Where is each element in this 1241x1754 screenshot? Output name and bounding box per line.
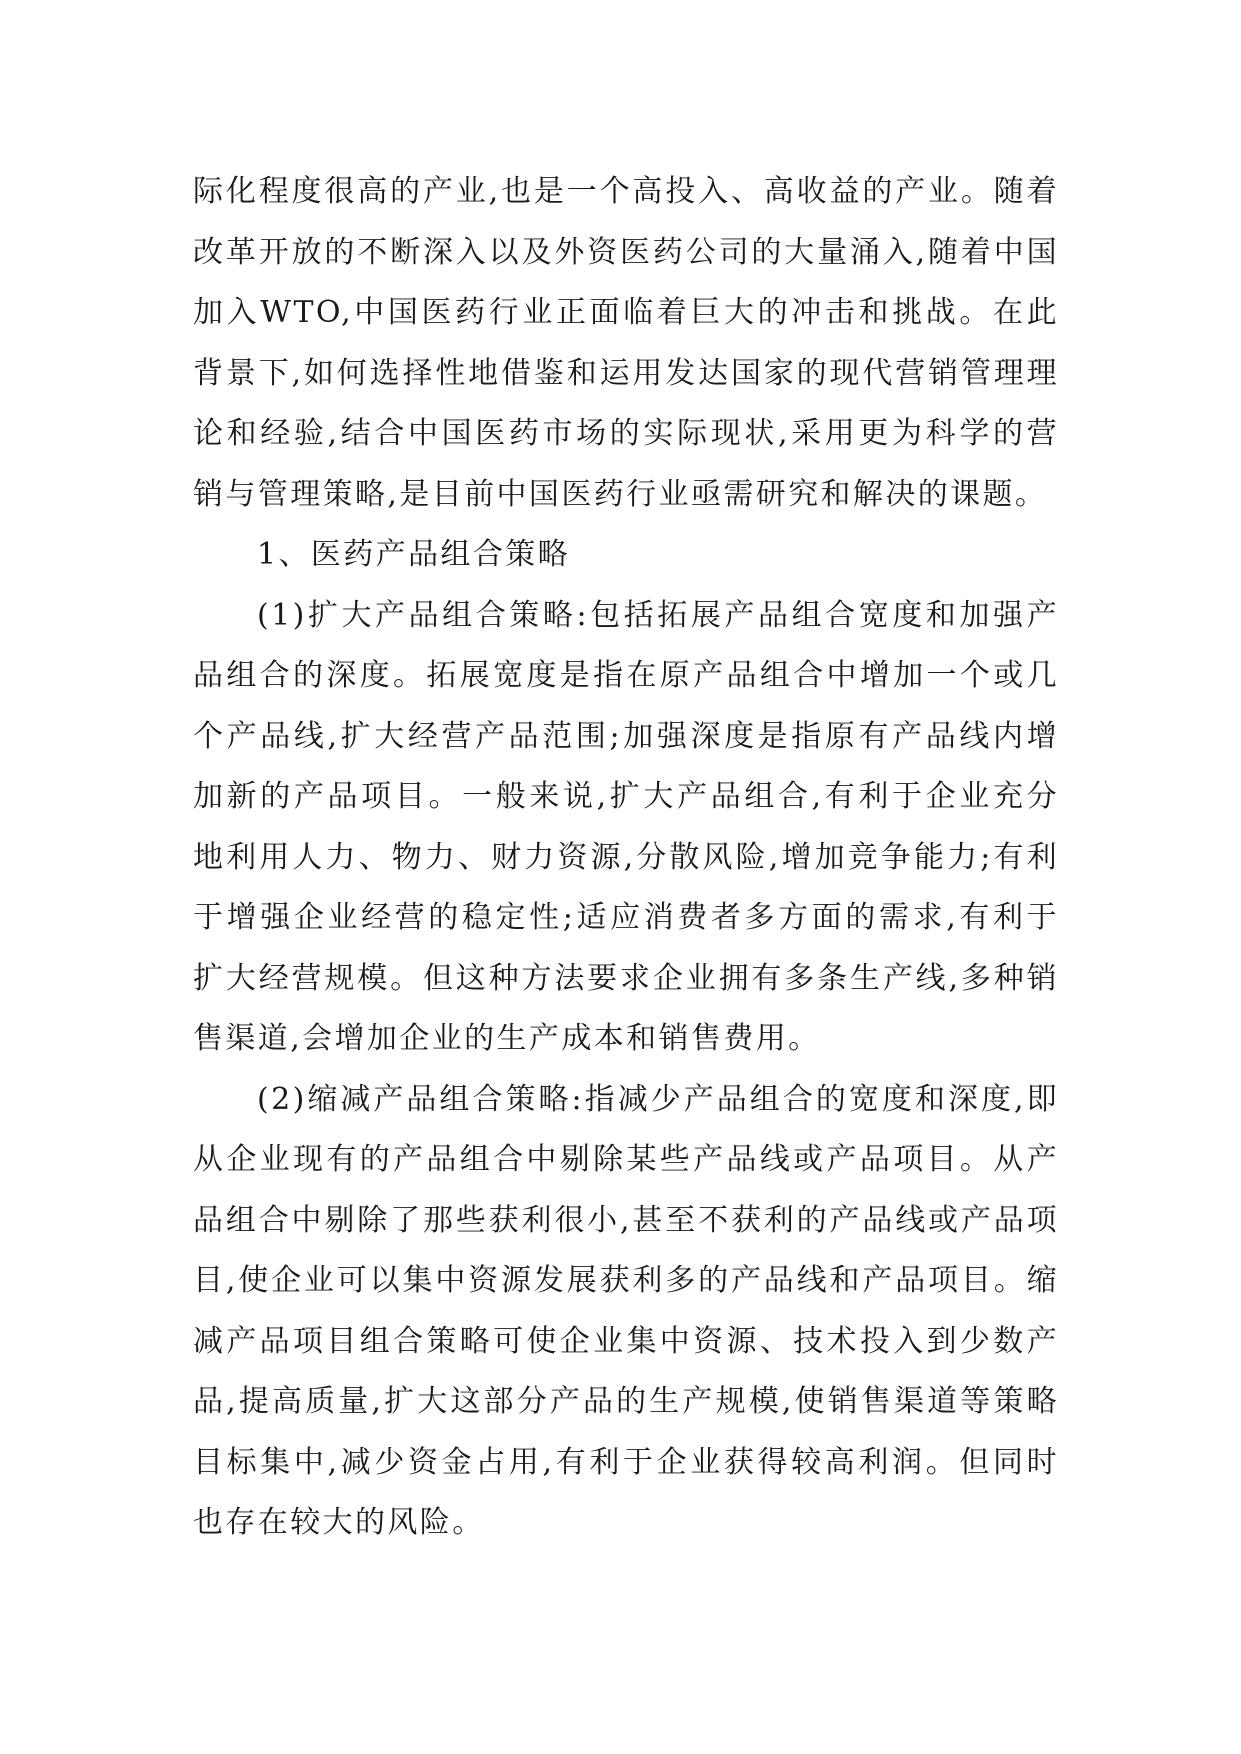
section-heading: 1、医药产品组合策略 <box>257 537 571 572</box>
body-text <box>193 162 1059 1554</box>
paragraph-reduce-strategy: (2)缩减产品组合策略:指减少产品组合的宽度和深度,即从企业现有的产品组合中剔除某些产品线或产品项目。从产品组合中剔除了那些获利很小,甚至不获利的产品线或产品项目,使企业可以集中资源发展获利多的产品线和产品项目。缩减产品项目组合策略可使企业集中资源、技术投入到少数产品,提高质量,扩大这部分产品的生产规模,使销售渠道等策略目标集中,减少资金占用,有利于企业获得较高利润。但同时也存在较大的风险。 <box>193 1081 1059 1540</box>
paragraph-expand-strategy: (1)扩大产品组合策略:包括拓展产品组合宽度和加强产品组合的深度。拓展宽度是指在原产品组合中增加一个或几个产品线,扩大经营产品范围;加强深度是指原有产品线内增加新的产品项目。一般来说,扩大产品组合,有利于企业充分地利用人力、物力、财力资源,分散风险,增加竞争能力;有利于增强企业经营的稳定性;适应消费者多方面的需求,有利于扩大经营规模。但这种方法要求企业拥有多条生产线,多种销售渠道,会增加企业的生产成本和销售费用。 <box>193 597 1059 1056</box>
paragraph-intro: 际化程度很高的产业,也是一个高投入、高收益的产业。随着改革开放的不断深入以及外资医药公司的大量涌入,随着中国加入WTO,中国医药行业正面临着巨大的冲击和挑战。在此背景下,如何选择性地借鉴和运用发达国家的现代营销管理理论和经验,结合中国医药市场的实际现状,采用更为科学的营销与管理策略,是目前中国医药行业亟需研究和解决的课题。 <box>193 174 1059 512</box>
